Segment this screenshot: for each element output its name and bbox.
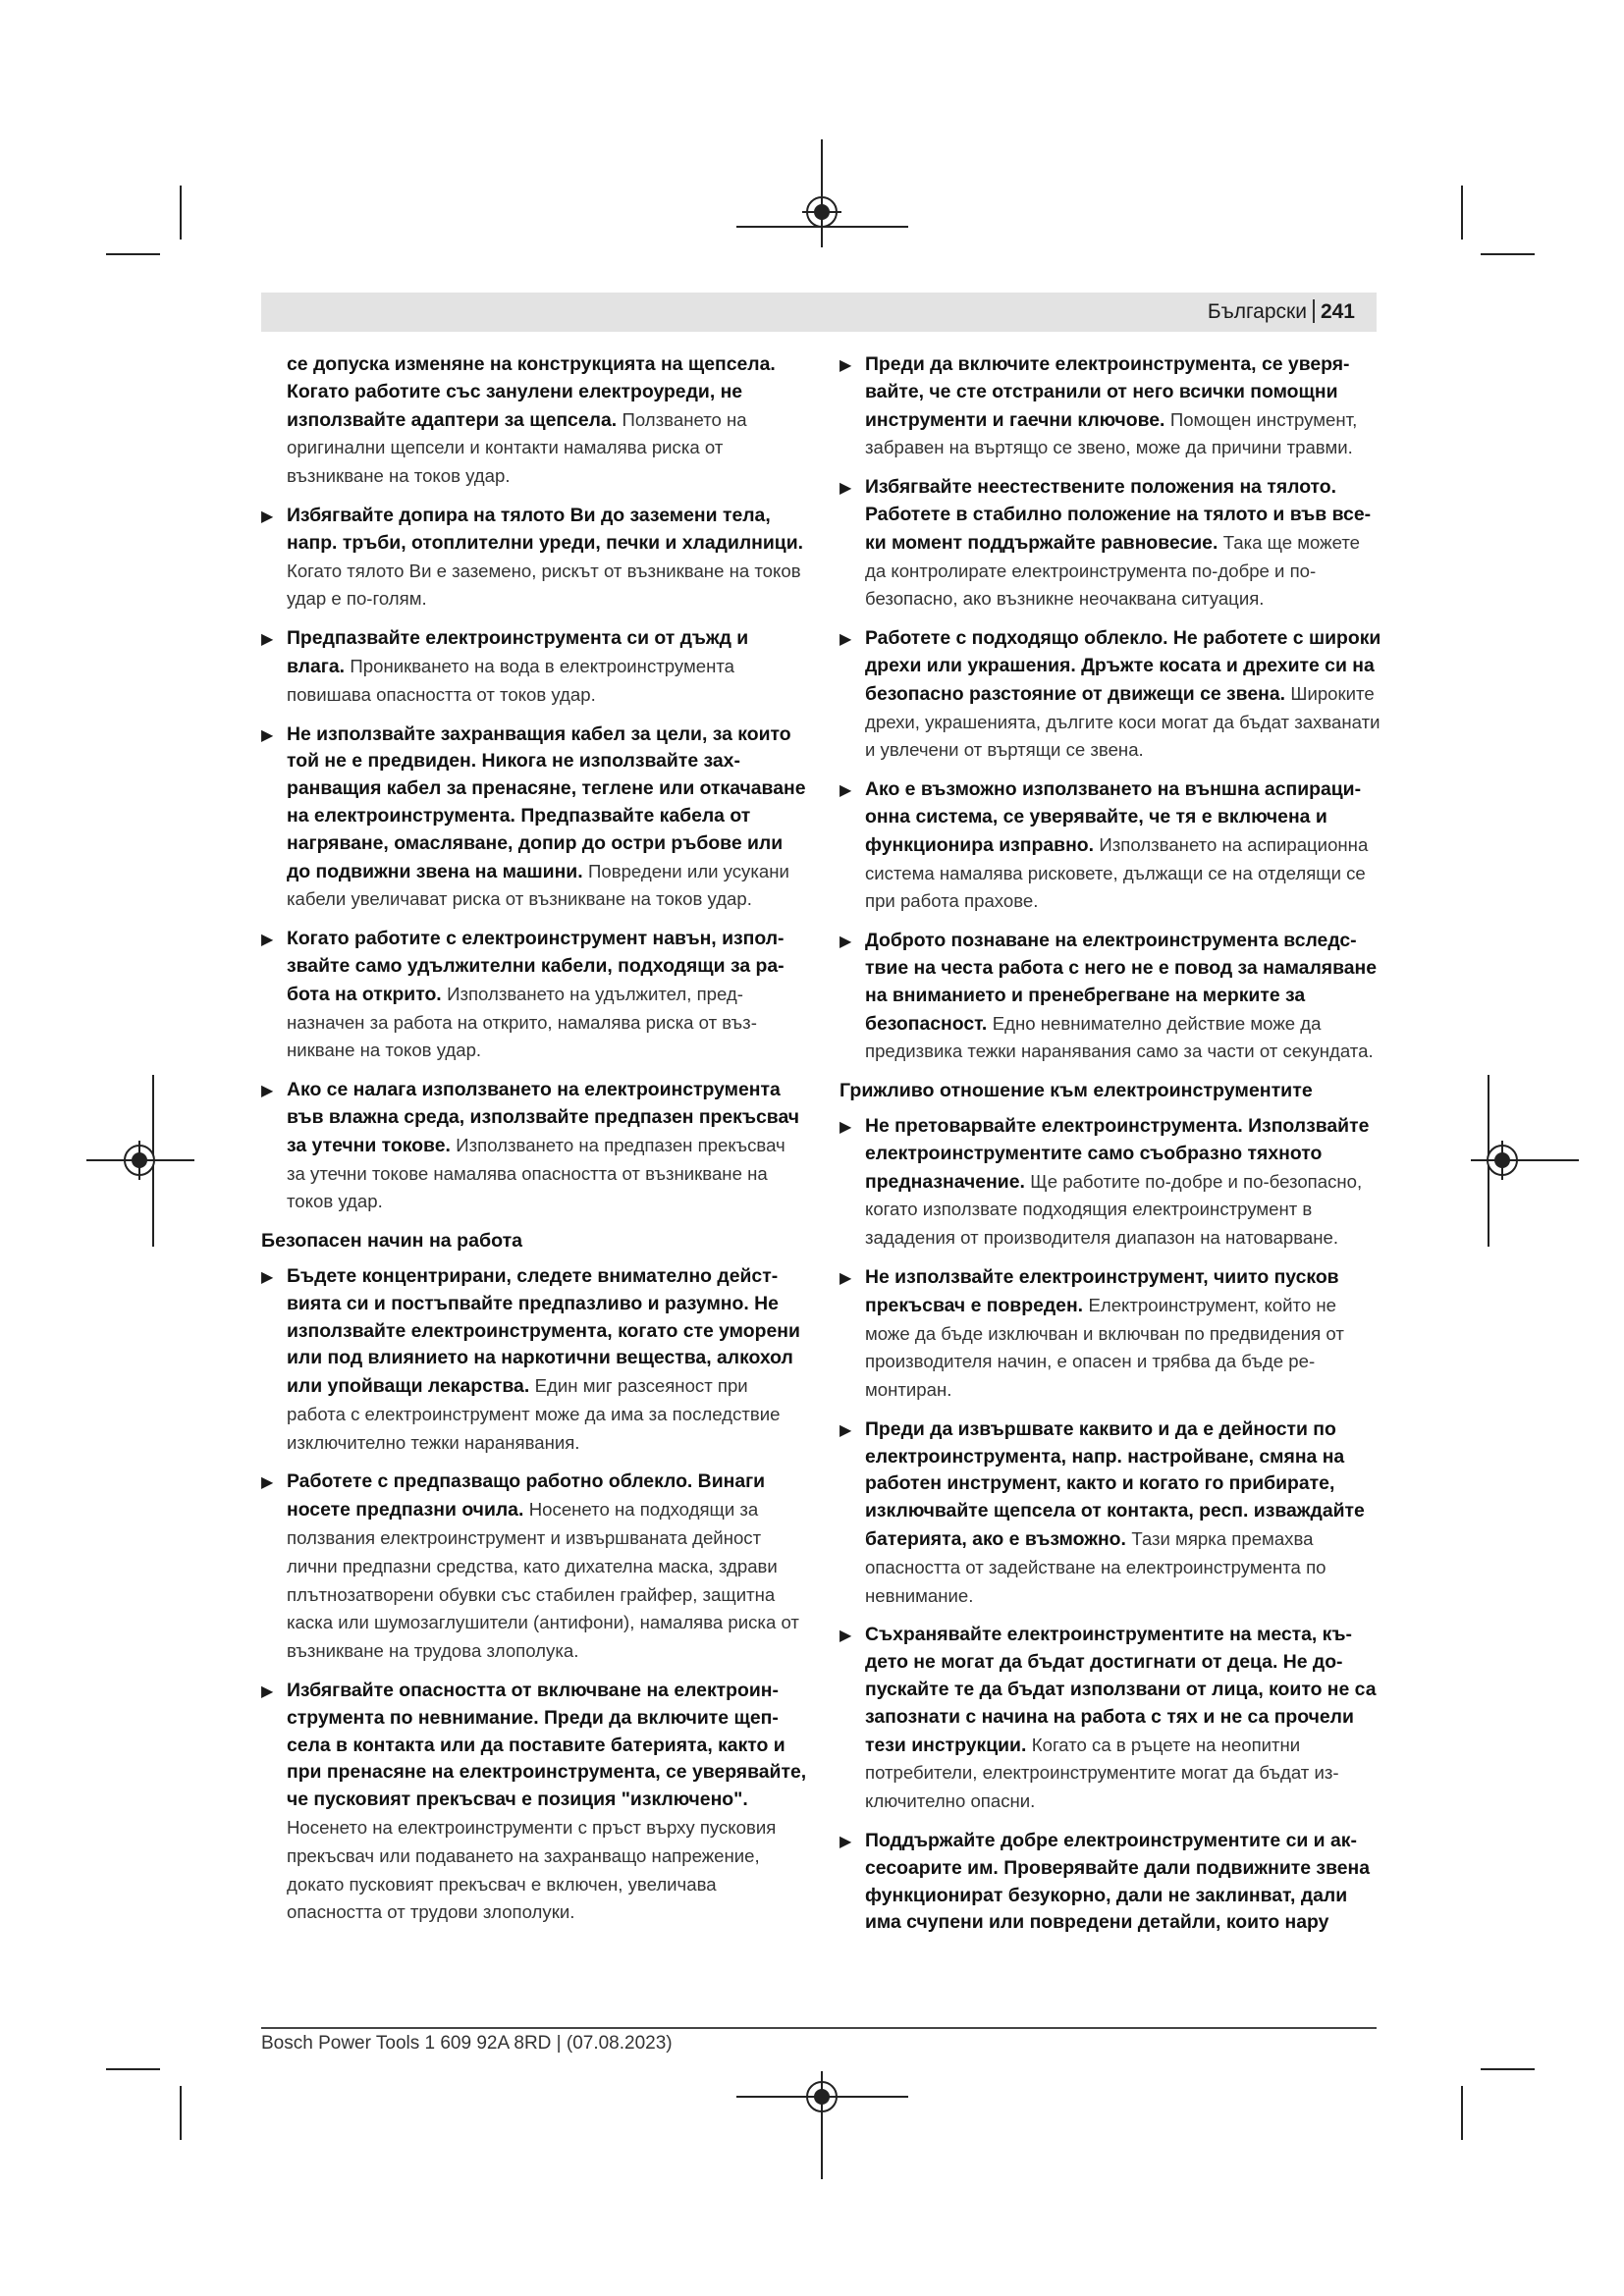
explanation-text: Когато тялото Ви е заземено, рискът от възникване на токов удар е по-голям. (287, 560, 801, 610)
bullet-item (839, 776, 1382, 916)
explanation-text: Използването на аспирационна система намалява рисковете, дължащи се на отделящи се при работа прахове. (865, 833, 1369, 912)
page-number: 241 (1320, 300, 1355, 323)
crop-mark-bottom-left-vertical (180, 2086, 182, 2140)
explanation-text: Тази мярка премахва опасността от задействане на електроинструмента по невнимание. (865, 1528, 1326, 1606)
bullet-item (261, 503, 807, 614)
explanation-text: Когато са в ръцете на неопитни потребители, електроинструментите могат да бъдат изключително опасни. (865, 1734, 1339, 1812)
bold-instruction: Избягвайте допира на тялото Ви до заземени тела, напр. тръби, отоплителни уреди, печки и хладилници. (287, 504, 804, 554)
explanation-text: Носенето на подходящи за ползвания електроинструмент и извършваната дейност лични предпазни средства, като дихателна маска, здрави плътнозатворени обувки със стабилен грайфер, защитна каска или шумозаглушители (антифони), намалява риска от възникване на трудова злополука. (287, 1499, 799, 1662)
bullet-item (839, 1828, 1382, 1937)
bold-instruction: Не използвайте захранващия кабел за цели, за които той не е предвиден. Никога не използвайте захранващия кабел за пренасяне, теглене или откачаване на електроинструмента. Предпазвайте кабела от нагряване, омасляване, допир до остри ръбове или до подвижни звена на машини. (287, 722, 806, 882)
right-column (839, 351, 1382, 1949)
bold-instruction: Доброто познаване на електроинструмента вследствие на честа работа с него не е повод за намаляване на вниманието и пренебрегване на мерките за безопасност. (865, 930, 1378, 1035)
bullet-item (839, 625, 1382, 765)
bold-instruction: Когато работите с електроинструмент навън, използвайте само удължителни кабели, подходящи за работа на открито. (287, 928, 785, 1005)
header-label (1208, 293, 1355, 332)
explanation-text: Помощен инструмент, забравен на въртящо се звено, може да причини травми. (865, 408, 1358, 458)
crop-mark-top-left-vertical (180, 186, 182, 240)
crop-mark-bottom-right-vertical (1461, 2086, 1463, 2140)
registration-target-icon (802, 2077, 841, 2116)
explanation-text: Ползването на оригинални щепсели и контакти намалява риска от възникване на токов удар. (287, 408, 747, 487)
bullet-item (839, 474, 1382, 614)
footer-rule (261, 2027, 1377, 2029)
bullet-item (261, 625, 807, 709)
bold-instruction: Не използвайте електроинструмент, чиито пусков прекъсвач е повреден. (865, 1265, 1339, 1316)
explanation-text: Електроинструмент, който не може да бъде изключван и включван по предвидения от производителя начин, е опасен и трябва да бъде ремонтиран. (865, 1294, 1344, 1401)
bold-instruction: Не претоварвайте електроинструмента. Използвайте електроинструментите само съобразно тяхното предназначение. (865, 1114, 1370, 1193)
bullet-item (261, 926, 807, 1065)
registration-target-icon (120, 1141, 159, 1180)
bullet-item (261, 1678, 807, 1927)
bold-instruction: Избягвайте неестествените положения на тялото. Работете в стабилно положение на тялото и във всеки момент поддържайте равновесие. (865, 476, 1372, 554)
bold-instruction: Преди да извършвате каквито и да е дейности по електроинструмента, напр. настройване, смяна на работен инструмент, както и когато го прибирате, изключвайте щепсела от контакта, респ. изваждайте батерията, ако е възможно. (865, 1417, 1365, 1551)
bold-instruction: се допуска изменяне на конструкцията на щепсела. Когато работите със занулени електроуреди, не използвайте адаптери за щепсела. (287, 353, 776, 431)
registration-target-icon (1483, 1141, 1522, 1180)
crop-mark-top-left-horizontal (106, 253, 160, 255)
footer-text: Bosch Power Tools 1 609 92A 8RD | (07.08.2023) (261, 2033, 673, 2054)
bold-instruction: Избягвайте опасността от включване на електроинструмента по невнимание. Преди да включите щепсела в контакта или да поставите батерията, както и при пренасяне на електроинструмента, се уверявайте, че пусковият прекъсвач е позиция "изключено". (287, 1680, 807, 1811)
bullet-item (839, 1622, 1382, 1816)
explanation-text: Ще работите по-добре и по-безопасно, когато използвате подходящия електроинструмент в зададения от производителя диапазон на натоварване. (865, 1170, 1363, 1249)
explanation-text: Широките дрехи, украшенията, дългите коси могат да бъдат захванати и увлечени от въртящи се звена. (865, 682, 1380, 761)
explanation-text: Един миг разсеяност при работа с електроинструмент може да има за последствие изключително тежки наранявания. (287, 1375, 781, 1453)
registration-target-icon (802, 192, 841, 232)
crop-mark-top-right-vertical (1461, 186, 1463, 240)
bold-instruction: Поддържайте добре електроинструментите си и аксесоарите им. Проверявайте дали подвижните звена функционират безукорно, дали не заклинват, дали има счупени или повредени детайли, които нару (865, 1830, 1371, 1934)
explanation-text: Проникването на вода в електроинструмента повишава опасността от токов удар. (287, 655, 735, 705)
bullet-item (261, 1077, 807, 1216)
explanation-text: Повредени или усукани кабели увеличават риска от възникване на токов удар. (287, 860, 789, 910)
left-column (261, 351, 807, 1939)
bold-instruction: Бъдете концентрирани, следете внимателно действията си и постъпвайте предпазливо и разумно. Не използвайте електроинструмента, когато сте уморени или под влиянието на наркотични вещества, алкохол или упойващи лекарства. (287, 1264, 800, 1398)
bullet-item (261, 1263, 807, 1458)
bullet-item (261, 1468, 807, 1666)
bullet-item (839, 1264, 1382, 1405)
header-separator (1313, 299, 1315, 323)
crop-mark-top-right-horizontal (1481, 253, 1535, 255)
bold-instruction: Предпазвайте електроинструмента си от дъжд и влага. (287, 627, 749, 677)
bold-instruction: Ако се налага използването на електроинструмента във влажна среда, използвайте предпазен прекъсвач за утечни токове. (287, 1079, 800, 1156)
explanation-text: Едно невнимателно действие може да предизвика тежки наранявания само за части от секундата. (865, 1012, 1374, 1062)
bullet-item (261, 721, 807, 915)
header-language: Български (1207, 300, 1307, 323)
bold-instruction: Работете с подходящо облекло. Не работете с широки дрехи или украшения. Дръжте косата и дрехите си на безопасно разстояние от движещи се звена. (865, 627, 1381, 705)
crop-mark-bottom-right-horizontal (1481, 2068, 1535, 2070)
continued-paragraph (261, 351, 807, 491)
bullet-item (839, 351, 1382, 462)
bullet-item (839, 1113, 1382, 1253)
crop-mark-bottom-left-horizontal (106, 2068, 160, 2070)
bold-instruction: Работете с предпазващо работно облекло. Винаги носете предпазни очила. (287, 1470, 766, 1522)
bold-instruction: Преди да включите електроинструмента, се уверявайте, че сте отстранили от него всички помощни инструменти и гаечни ключове. (865, 353, 1350, 431)
page-header (261, 293, 1377, 332)
bold-instruction: Ако е възможно използването на външна аспирационна система, се уверявайте, че тя е включена и функционира изправно. (865, 778, 1362, 856)
explanation-text: Така ще можете да контролирате електроинструмента по-добре и побезопасно, ако възникне неочаквана ситуация. (865, 531, 1360, 610)
explanation-text: Използването на предпазен прекъсвач за утечни токове намалява опасността от възникване на токов удар. (287, 1134, 785, 1212)
bullet-item (839, 1416, 1382, 1611)
bullet-item (839, 928, 1382, 1066)
explanation-text: Използването на удължител, предназначен за работа на открито, намалява риска от възникване на токов удар. (287, 983, 757, 1061)
bold-instruction: Съхранявайте електроинструментите на места, където не могат да бъдат достигнати от деца. Не допускайте те да бъдат използвани от лица, които не са запознати с начина на работа с тях и не са прочели тези инструкции. (865, 1624, 1377, 1756)
section-heading: Грижливо отношение към електроинструментите (839, 1080, 1313, 1102)
explanation-text: Носенето на електроинструменти с пръст върху пусковия прекъсвач или подаването на захранващо напрежение, докато пусковият прекъсвач е включен, увеличава опасността от трудови злополуки. (287, 1817, 777, 1923)
section-heading: Безопасен начин на работа (261, 1230, 523, 1253)
